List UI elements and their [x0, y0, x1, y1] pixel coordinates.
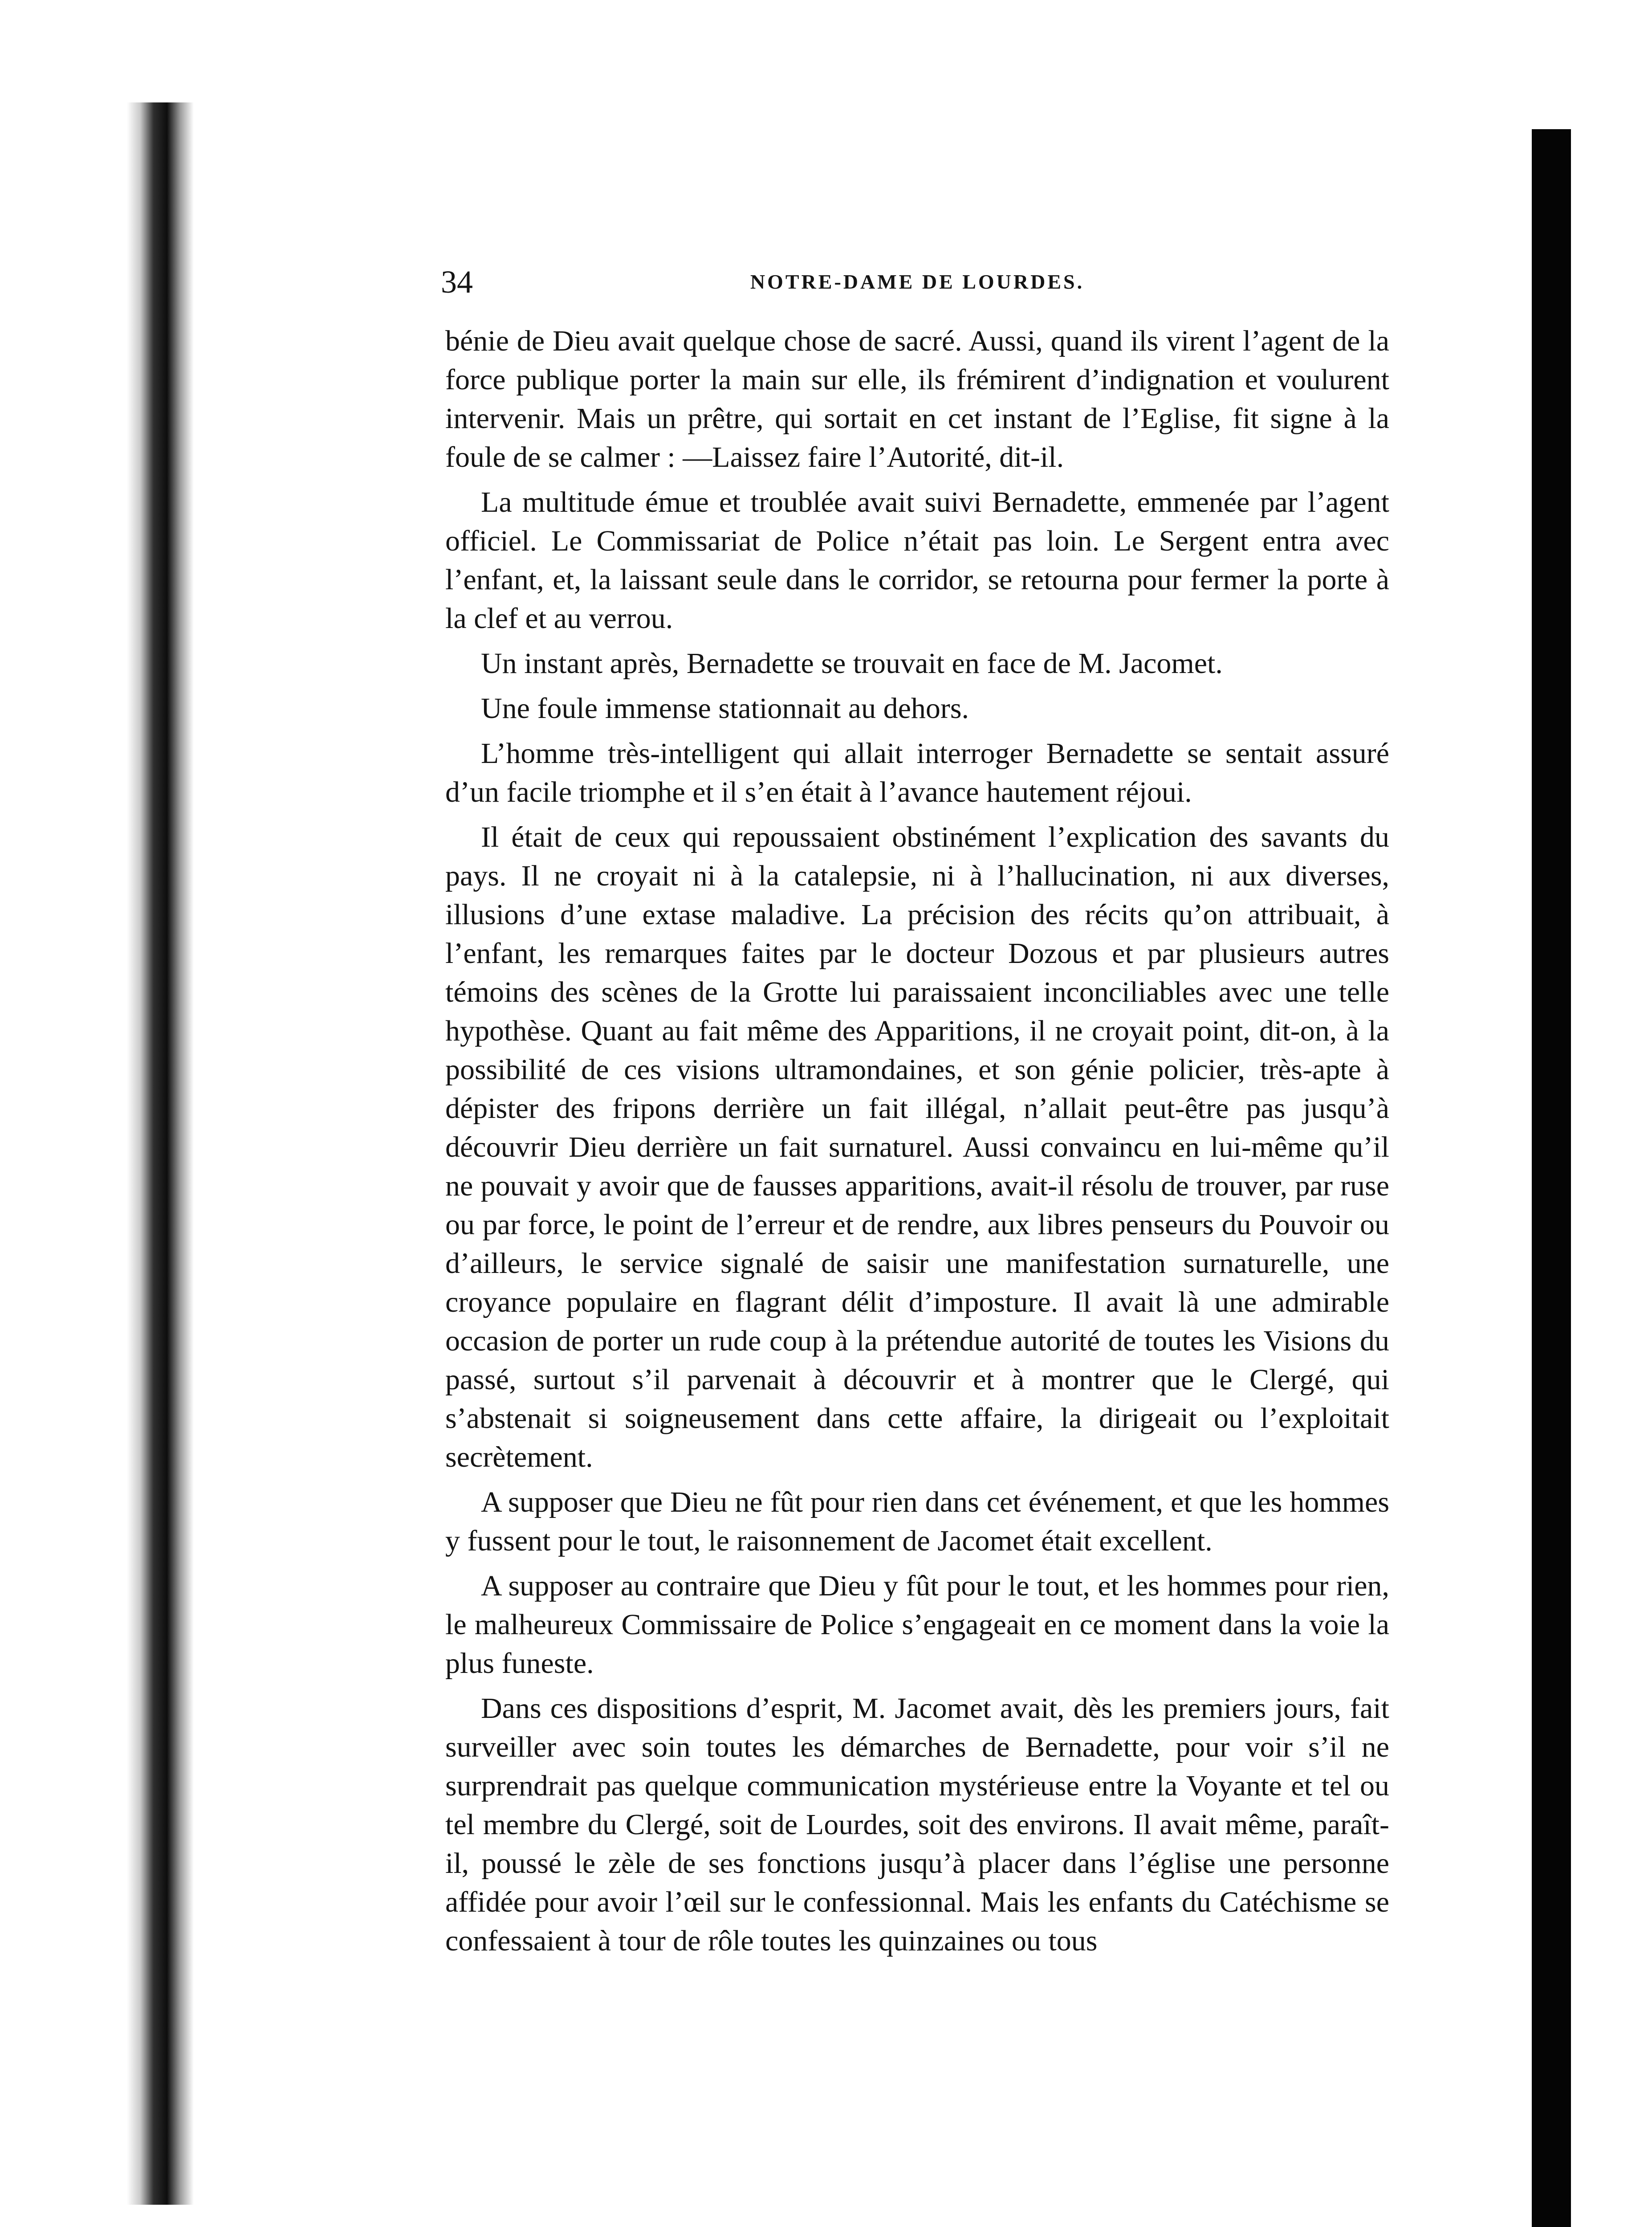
- paragraph: A supposer au contraire que Dieu y fût pour le tout, et les hommes pour rien, le malheureux Commissaire de Police s’engageait en ce moment dans la voie la plus funeste.: [445, 1570, 1389, 1680]
- page-number: 34: [441, 264, 473, 300]
- binding-shadow: [127, 102, 194, 2205]
- paragraph: L’homme très-intelligent qui allait interroger Bernadette se sentait assuré d’un facile triomphe et il s’en était à l’avance hautement réjoui.: [445, 737, 1389, 808]
- body-text: [445, 322, 1389, 1966]
- paragraph: Dans ces dispositions d’esprit, M. Jacomet avait, dès les premiers jours, fait surveiller avec soin toutes les démarches de Bernadette, pour voir s’il ne surprendrait pas quelque communication mystérieuse entre la Voyante et tel ou tel membre du Clergé, soit de Lourdes, soit des environs. Il avait même, paraît-il, poussé le zèle de ses fonctions jusqu’à placer dans l’église une personne affidée pour avoir l’œil sur le confessionnal. Mais les enfants du Catéchisme se confessaient à tour de rôle toutes les quinzaines ou tous: [445, 1692, 1389, 1957]
- paragraph: Il était de ceux qui repoussaient obstinément l’explication des savants du pays. Il ne croyait ni à la catalepsie, ni à l’hallucination, ni aux diverses, illusions d’une extase maladive. La précision des récits qu’on attribuait, à l’enfant, les remarques faites par le docteur Dozous et par plusieurs autres témoins des scènes de la Grotte lui paraissaient inconciliables avec une telle hypothèse. Quant au fait même des Apparitions, il ne croyait point, dit-on, à la possibilité de ces visions ultramondaines, et son génie policier, très-apte à dépister des fripons derrière un fait illégal, n’allait peut-être pas jusqu’à découvrir Dieu derrière un fait surnaturel. Aussi convaincu en lui-même qu’il ne pouvait y avoir que de fausses apparitions, avait-il résolu de trouver, par ruse ou par force, le point de l’erreur et de rendre, aux libres penseurs du Pouvoir ou d’ailleurs, le service signalé de saisir une manifestation surnaturelle, une croyance populaire en flagrant délit d’imposture. Il avait là une admirable occasion de porter un rude coup à la prétendue autorité de toutes les Visions du passé, surtout s’il parvenait à découvrir et à montrer que le Clergé, qui s’abstenait si soigneusement dans cette affaire, la dirigeait ou l’exploitait secrètement.: [445, 821, 1389, 1473]
- page-header: [441, 262, 1394, 302]
- paragraph: Un instant après, Bernadette se trouvait en face de M. Jacomet.: [481, 647, 1223, 680]
- paragraph: bénie de Dieu avait quelque chose de sacré. Aussi, quand ils virent l’agent de la force publique porter la main sur elle, ils frémirent d’indignation et voulurent intervenir. Mais un prêtre, qui sortait en cet instant de l’Eglise, fit signe à la foule de se calmer : —Laissez faire l’Autorité, dit-il.: [445, 325, 1389, 473]
- running-title: NOTRE-DAME DE LOURDES.: [750, 270, 1085, 293]
- paragraph: La multitude émue et troublée avait suivi Bernadette, emmenée par l’agent officiel. Le Commissariat de Police n’était pas loin. Le Sergent entra avec l’enfant, et, la laissant seule dans le corridor, se retourna pour fermer la porte à la clef et au verrou.: [445, 486, 1389, 635]
- paragraph: A supposer que Dieu ne fût pour rien dans cet événement, et que les hommes y fussent pour le tout, le raisonnement de Jacomet était excellent.: [445, 1486, 1389, 1557]
- paragraph: Une foule immense stationnait au dehors.: [481, 692, 969, 725]
- scan-edge-strip: [1532, 129, 1571, 2227]
